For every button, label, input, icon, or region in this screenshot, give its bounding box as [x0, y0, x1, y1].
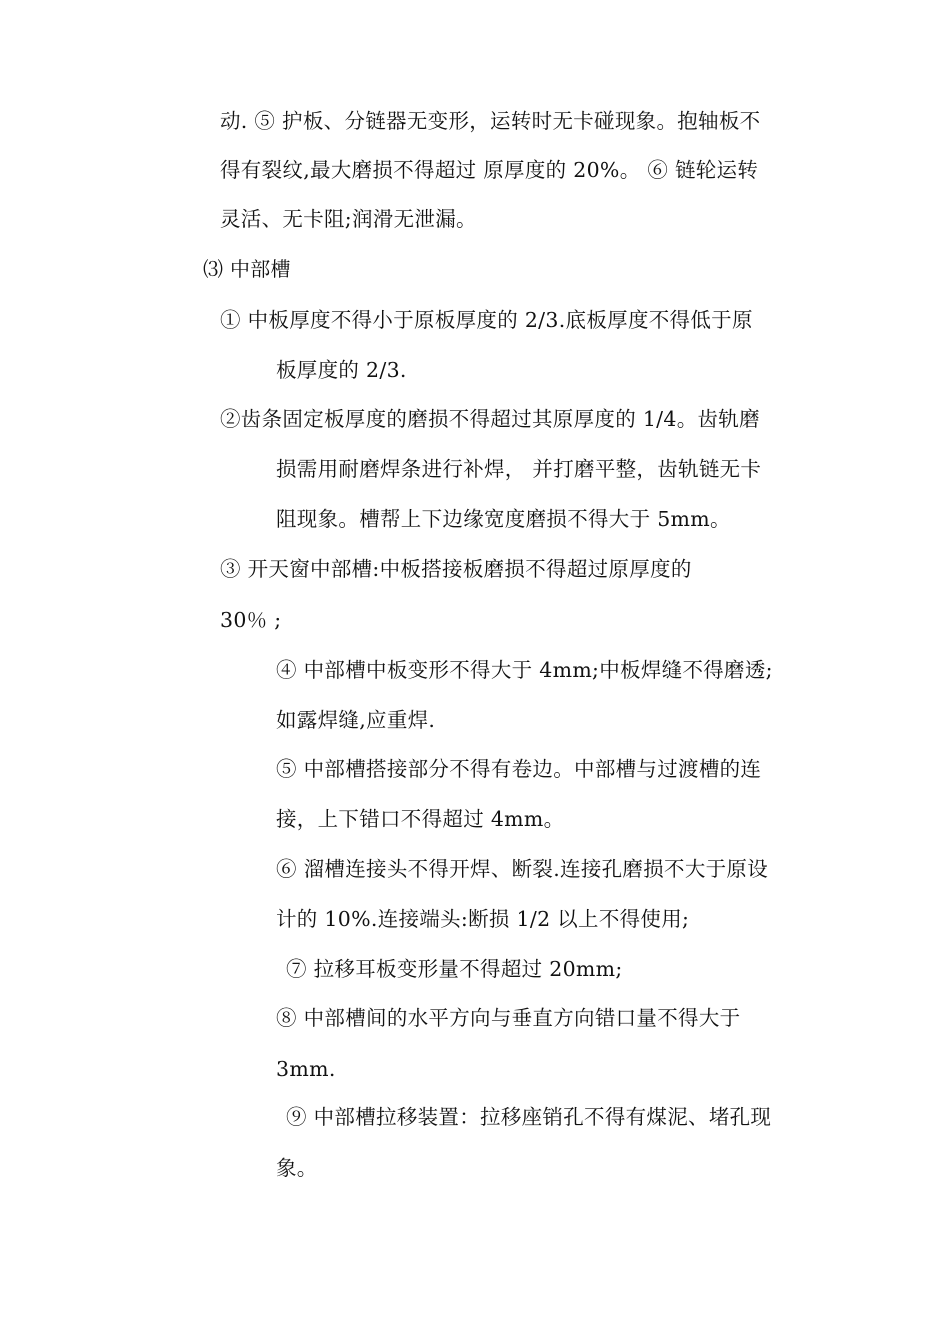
section-heading: ⑶ 中部槽 [203, 257, 291, 281]
list-item-line: ⑧ 中部槽间的水平方向与垂直方向错口量不得大于 [276, 1006, 741, 1030]
list-item-line: ③ 开天窗中部槽:中板搭接板磨损不得超过原厚度的 [220, 557, 692, 581]
list-item-line: ④ 中部槽中板变形不得大于 4mm;中板焊缝不得磨透; [276, 658, 773, 682]
list-item-line: 接，上下错口不得超过 4mm。 [276, 807, 565, 831]
list-item-line: 3mm. [276, 1057, 336, 1081]
list-item-line: 阻现象。槽帮上下边缘宽度磨损不得大于 5mm。 [276, 507, 731, 531]
paragraph-line: 得有裂纹,最大磨损不得超过 原厚度的 20%。 ⑥ 链轮运转 [220, 158, 759, 182]
paragraph-line: 动. ⑤ 护板、分链器无变形，运转时无卡碰现象。抱轴板不 [220, 109, 761, 133]
list-item-line: ⑤ 中部槽搭接部分不得有卷边。中部槽与过渡槽的连 [276, 757, 762, 781]
list-item-line: ⑨ 中部槽拉移装置：拉移座销孔不得有煤泥、堵孔现 [286, 1105, 772, 1129]
list-item-line: ⑦ 拉移耳板变形量不得超过 20mm; [286, 957, 623, 981]
list-item-line: 损需用耐磨焊条进行补焊， 并打磨平整，齿轨链无卡 [276, 457, 762, 481]
list-item-line: 如露焊缝,应重焊. [276, 708, 436, 732]
list-item-line: 30％ ; [220, 608, 282, 632]
list-item-line: 板厚度的 2/3. [276, 358, 407, 382]
list-item-line: 计的 10%.连接端头:断损 1/2 以上不得使用; [276, 907, 690, 931]
list-item-line: 象。 [276, 1156, 318, 1180]
paragraph-line: 灵活、无卡阻;润滑无泄漏。 [220, 207, 477, 231]
list-item-line: ① 中板厚度不得小于原板厚度的 2/3.底板厚度不得低于原 [220, 308, 753, 332]
list-item-line: ②齿条固定板厚度的磨损不得超过其原厚度的 1/4。齿轨磨 [220, 407, 760, 431]
list-item-line: ⑥ 溜槽连接头不得开焊、断裂.连接孔磨损不大于原设 [276, 857, 769, 881]
